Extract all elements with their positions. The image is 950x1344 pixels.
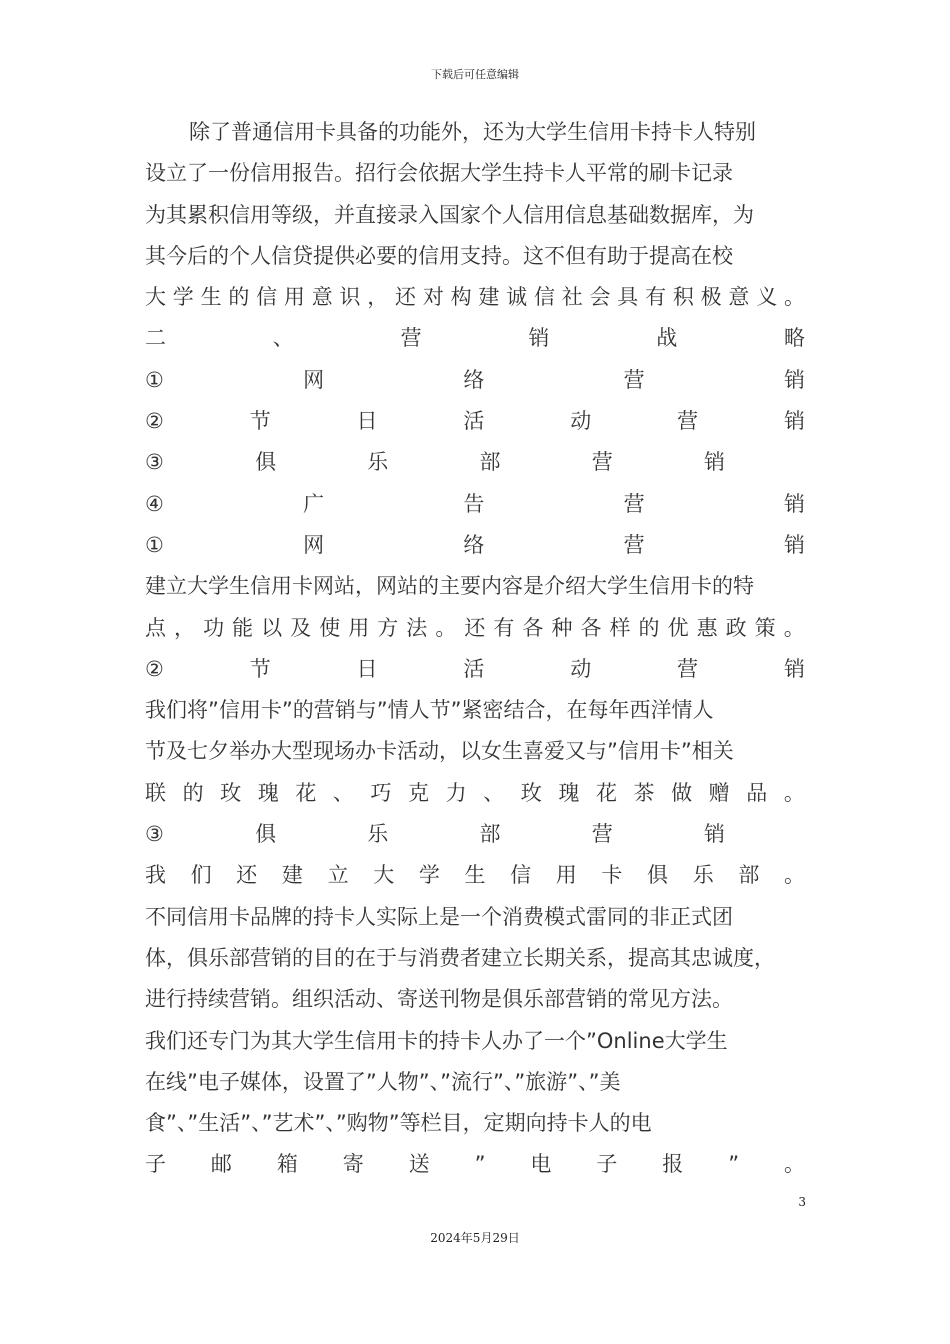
page-header: 下载后可任意编辑 <box>431 68 519 81</box>
document-body <box>145 112 805 1186</box>
text-line: 联 的 玫 瑰 花 、 巧 克 力 、 玫 瑰 花 茶 做 赠 品 。 <box>145 780 805 805</box>
text-line: 食”、”生活”、”艺术”、”购物”等栏目，定期向持卡人的电 <box>145 1111 652 1136</box>
list-item: ② 节 日 活 动 营 销 <box>145 409 805 434</box>
section-heading: 二 、 营 销 战 略 <box>145 326 805 351</box>
page-footer-date: 2024年5月29日 <box>430 1231 520 1245</box>
text-line: 建立大学生信用卡网站，网站的主要内容是介绍大学生信用卡的特 <box>145 574 754 599</box>
text-line: 我 们 还 建 立 大 学 生 信 用 卡 俱 乐 部 。 <box>145 863 805 888</box>
text-line: 其今后的个人信贷提供必要的信用支持。这不但有助于提高在校 <box>145 243 733 268</box>
list-item: ③ 俱 乐 部 营 销 <box>145 450 725 475</box>
text-line: 点 ， 功 能 以 及 使 用 方 法 。 还 有 各 种 各 样 的 优 惠 政 策 。 <box>145 615 805 640</box>
text-line: 在线”电子媒体，设置了”人物”、”流行”、”旅游”、”美 <box>145 1069 621 1094</box>
subsection-heading: ③ 俱 乐 部 营 销 <box>145 822 725 847</box>
text-line: 体，俱乐部营销的目的在于与消费者建立长期关系，提高其忠诚度， <box>145 945 775 970</box>
text-line: 设立了一份信用报告。招行会依据大学生持卡人平常的刷卡记录 <box>145 161 733 186</box>
text-line: 我们将”信用卡”的营销与”情人节”紧密结合，在每年西洋情人 <box>145 698 714 723</box>
text-line: 大 学 生 的 信 用 意 识 ， 还 对 构 建 诚 信 社 会 具 有 积 极 意 义 。 <box>145 285 805 310</box>
text-line: 节及七夕举办大型现场办卡活动，以女生喜爱又与”信用卡”相关 <box>145 739 734 764</box>
subsection-heading: ② 节 日 活 动 营 销 <box>145 656 805 681</box>
list-item: ④ 广 告 营 销 <box>145 491 805 516</box>
text-line: 除了普通信用卡具备的功能外，还为大学生信用卡持卡人特别 <box>189 120 756 144</box>
page-number: 3 <box>798 1195 806 1209</box>
text-line: 我们还专门为其大学生信用卡的持卡人办了一个”Online大学生 <box>145 1028 728 1053</box>
subsection-heading: ① 网 络 营 销 <box>145 532 805 557</box>
text-line: 不同信用卡品牌的持卡人实际上是一个消费模式雷同的非正式团 <box>145 904 733 929</box>
list-item: ① 网 络 营 销 <box>145 367 805 392</box>
text-line: 子 邮 箱 寄 送 ” 电 子 报 ” 。 <box>145 1152 805 1177</box>
text-line: 为其累积信用等级，并直接录入国家个人信用信息基础数据库，为 <box>145 202 754 227</box>
text-line: 进行持续营销。组织活动、寄送刊物是俱乐部营销的常见方法。 <box>145 987 733 1012</box>
